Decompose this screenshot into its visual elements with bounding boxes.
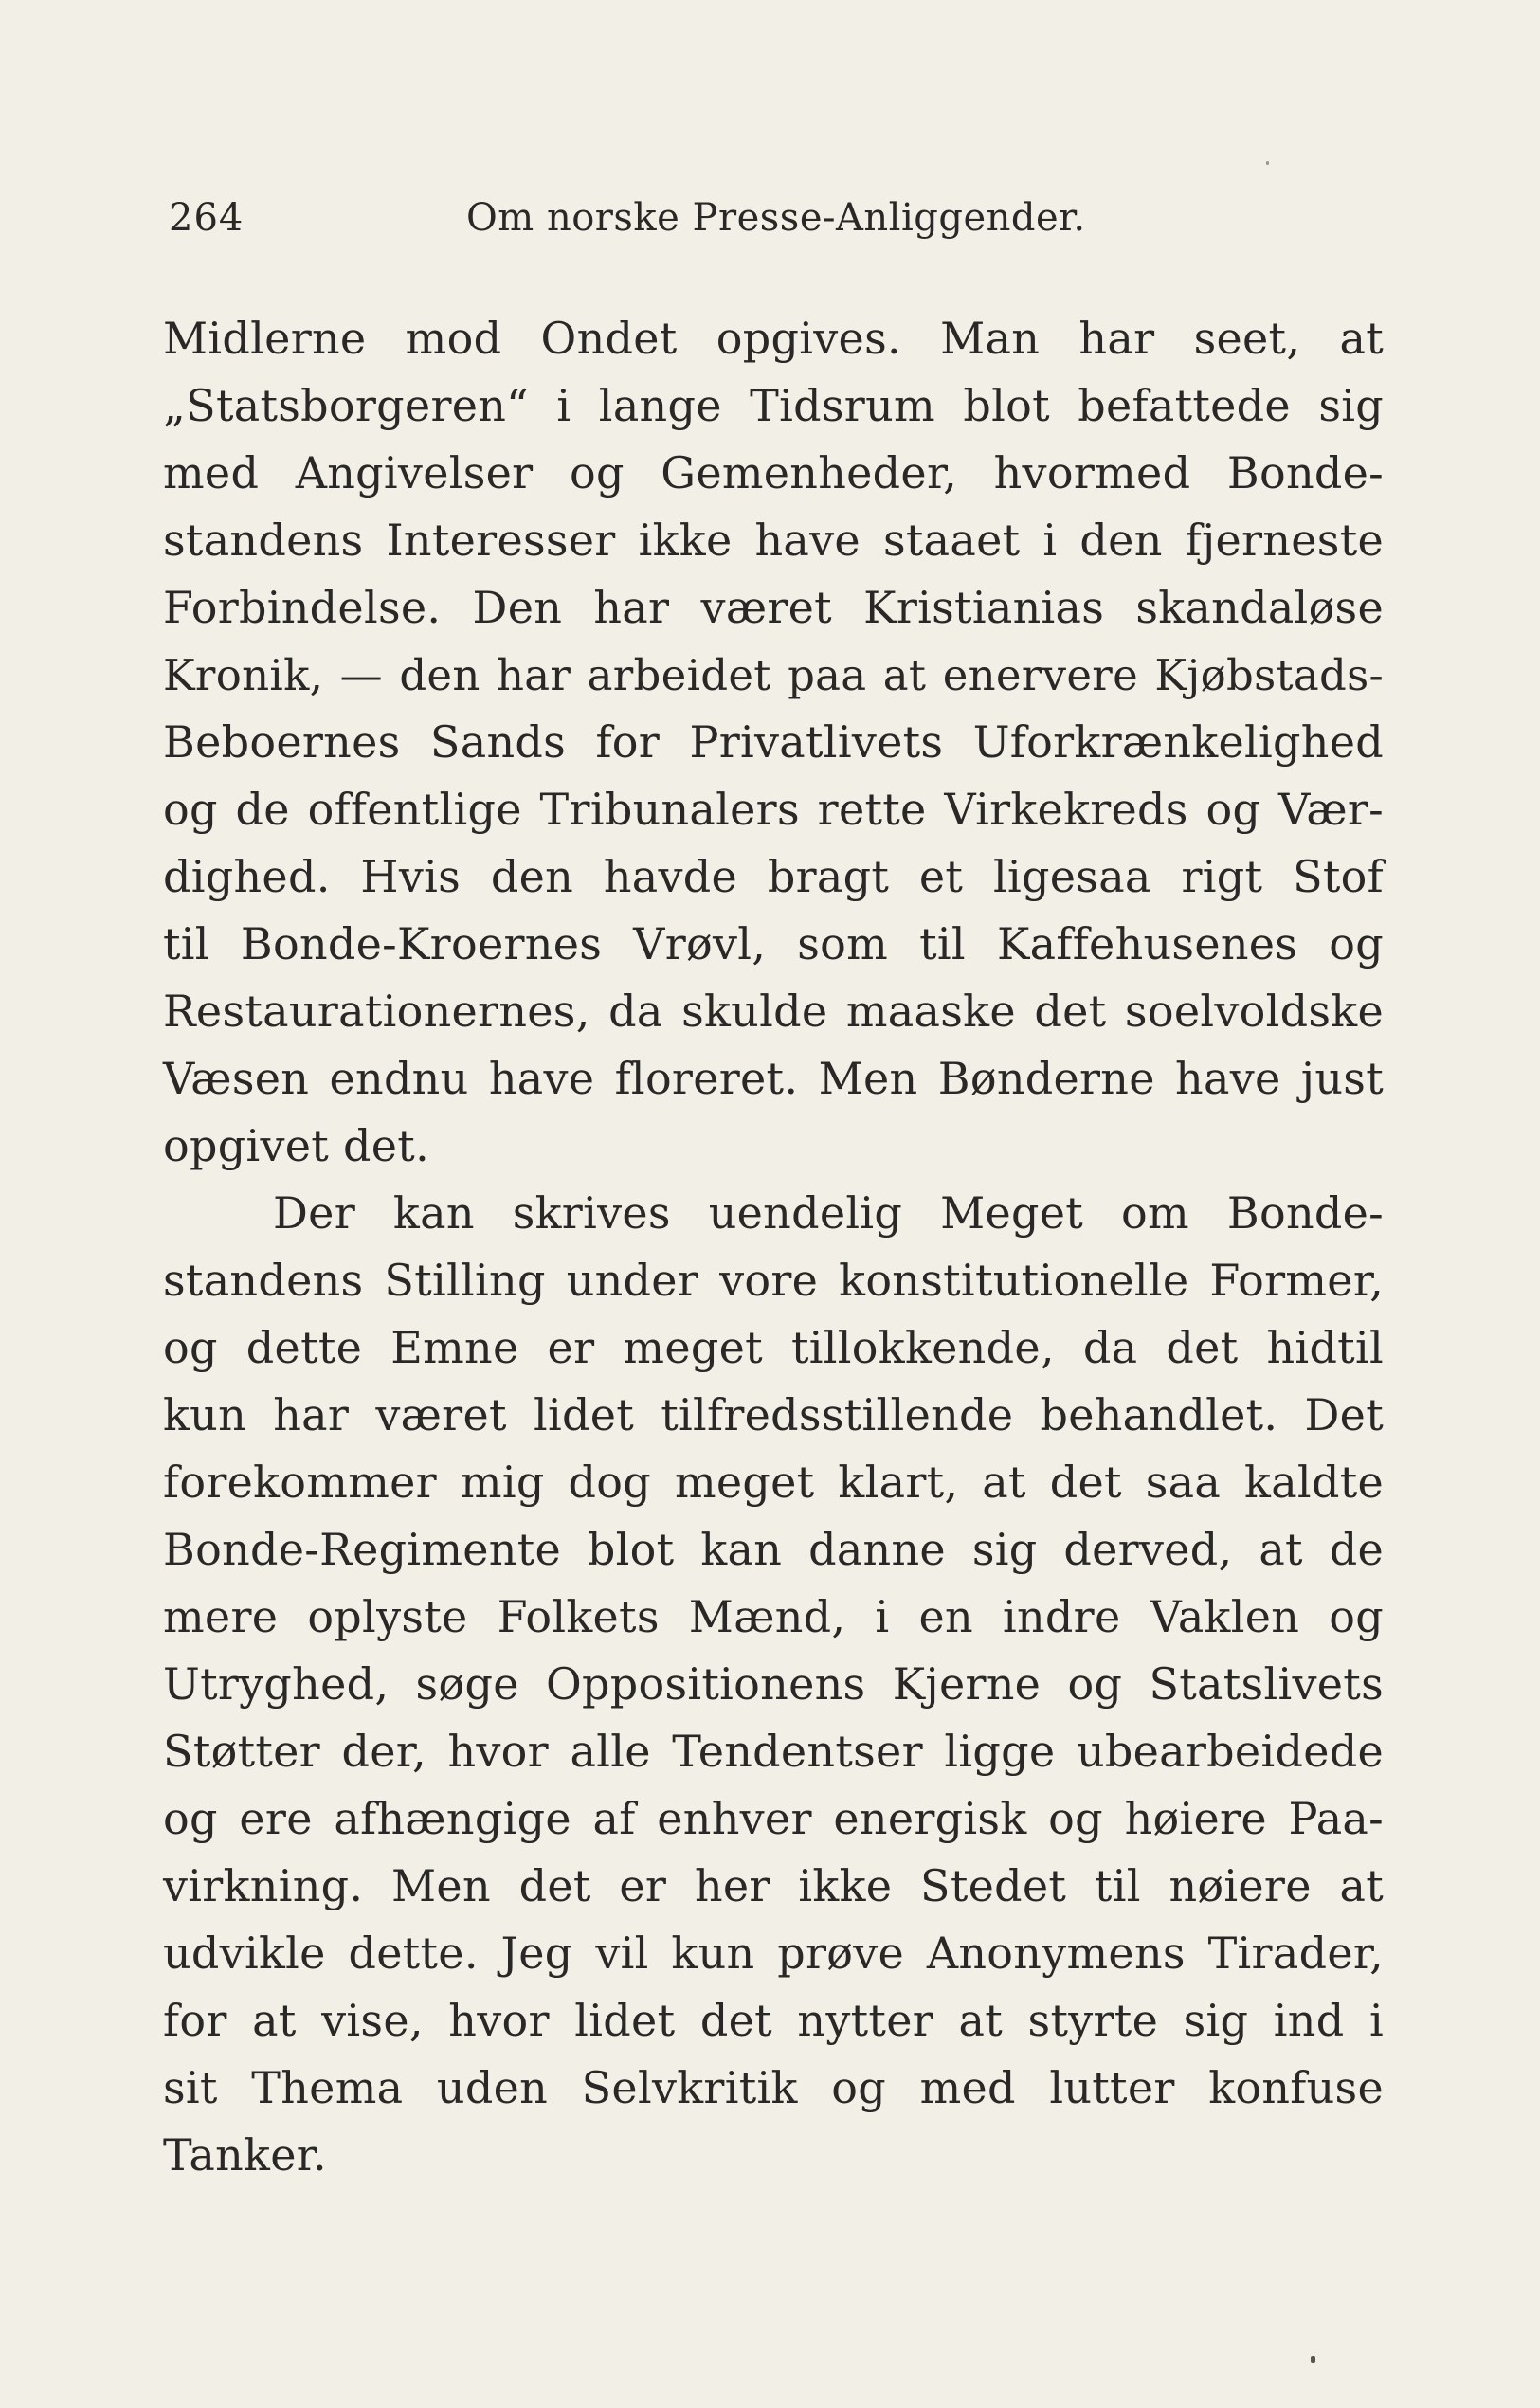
text-line: Forbindelse. Den har været Kristianias skandaløse: [163, 582, 1384, 633]
body-text: [163, 305, 1384, 2189]
text-line: „Statsborgeren“ i lange Tidsrum blot befattede sig: [163, 380, 1384, 431]
text-line: Kronik, — den har arbeidet paa at enervere Kjøbstads-: [163, 650, 1384, 700]
text-line: Støtter der, hvor alle Tendentser ligge ubearbeidede: [163, 1726, 1384, 1777]
text-line: Væsen endnu have floreret. Men Bønderne have just: [163, 1053, 1384, 1104]
paragraph-2: [163, 1180, 1384, 2189]
running-head: [161, 190, 1384, 246]
text-line: Bonde-Regimente blot kan danne sig derved, at de: [163, 1524, 1384, 1575]
page-number: 264: [169, 196, 245, 240]
text-line: Der kan skrives uendelig Meget om Bonde-: [273, 1187, 1384, 1239]
text-line: opgivet det.: [163, 1120, 429, 1171]
paragraph-1: [163, 305, 1384, 1180]
text-line: Midlerne mod Ondet opgives. Man har seet, at: [163, 313, 1384, 364]
text-line: kun har været lidet tilfredsstillende behandlet. Det: [163, 1389, 1384, 1440]
text-line: mere oplyste Folkets Mænd, i en indre Vaklen og: [163, 1591, 1384, 1642]
text-line: Tanker.: [163, 2129, 327, 2181]
text-line: til Bonde-Kroernes Vrøvl, som til Kaffehusenes og: [163, 918, 1384, 969]
text-line: standens Stilling under vore konstitutionelle Former,: [163, 1255, 1384, 1306]
text-line: standens Interesser ikke have staaet i den fjerneste: [163, 515, 1384, 566]
paper-speck: [1266, 161, 1269, 165]
text-line: for at vise, hvor lidet det nytter at styrte sig ind i: [163, 1995, 1384, 2046]
text-line: udvikle dette. Jeg vil kun prøve Anonymens Tirader,: [163, 1928, 1384, 1979]
text-line: og dette Emne er meget tillokkende, da det hidtil: [163, 1322, 1384, 1373]
text-line: forekommer mig dog meget klart, at det saa kaldte: [163, 1457, 1384, 1508]
text-line: Utryghed, søge Oppositionens Kjerne og Statslivets: [163, 1658, 1384, 1710]
text-line: Beboernes Sands for Privatlivets Uforkrænkelighed: [163, 716, 1384, 768]
text-line: Restaurationernes, da skulde maaske det soelvoldske: [163, 986, 1384, 1037]
text-line: og ere afhængige af enhver energisk og høiere Paa-: [163, 1793, 1384, 1844]
text-line: dighed. Hvis den havde bragt et ligesaa rigt Stof: [163, 851, 1384, 902]
text-line: sit Thema uden Selvkritik og med lutter konfuse: [163, 2062, 1384, 2113]
running-title: Om norske Presse-Anliggender.: [466, 196, 1086, 240]
text-line: med Angivelser og Gemenheder, hvormed Bonde-: [163, 447, 1384, 498]
paper-speck: [1311, 2356, 1315, 2363]
text-line: og de offentlige Tribunalers rette Virkekreds og Vær-: [163, 784, 1384, 835]
text-line: virkning. Men det er her ikke Stedet til nøiere at: [163, 1860, 1384, 1911]
